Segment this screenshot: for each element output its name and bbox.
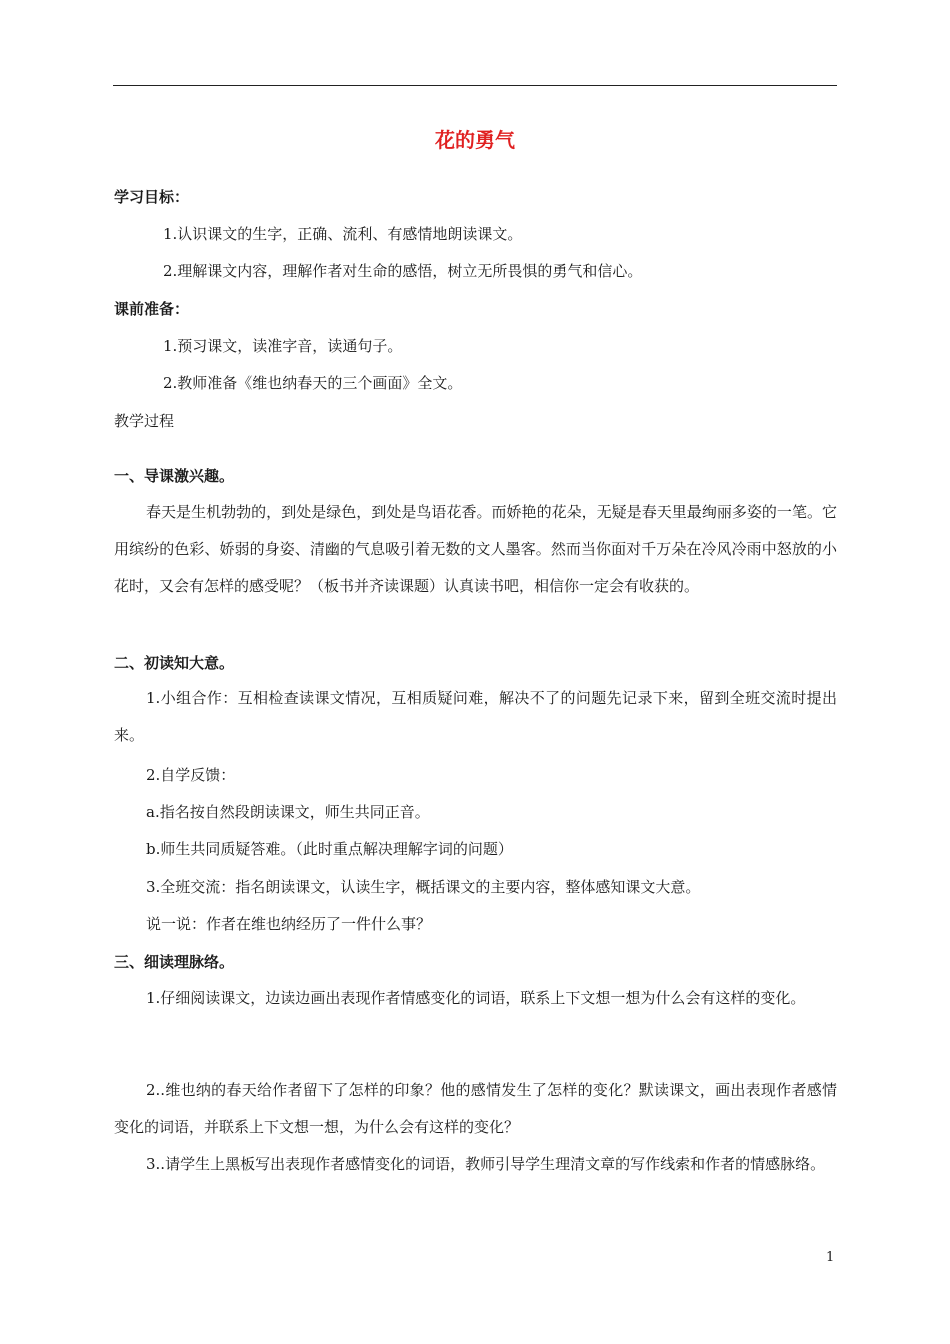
page-number: 1 xyxy=(826,1250,835,1265)
section3-item2: 2..维也纳的春天给作者留下了怎样的印象？他的感情发生了怎样的变化？默读课文，画出表现作者感情变化的词语，并联系上下文想一想，为什么会有这样的变化？ xyxy=(114,1081,837,1136)
process-heading: 教学过程 xyxy=(114,412,175,430)
preparation-heading: 课前准备： xyxy=(114,300,190,318)
section2-item2: 2.自学反馈： xyxy=(146,766,236,784)
preparation-item: 1.预习课文，读准字音，读通句子。 xyxy=(163,337,403,355)
section1-paragraph: 春天是生机勃勃的，到处是绿色，到处是鸟语花香。而娇艳的花朵，无疑是春天里最绚丽多姿的一笔。它用缤纷的色彩、娇弱的身姿、清幽的气息吸引着无数的文人墨客。然而当你面对千万朵在冷风冷雨中怒放的小花时，又会有怎样的感受呢？（板书并齐读课题）认真读书吧，相信你一定会有收获的。 xyxy=(114,503,837,595)
section2-heading: 二、初读知大意。 xyxy=(114,654,235,672)
objectives-heading: 学习目标： xyxy=(114,188,190,206)
section2-talk: 说一说：作者在维也纳经历了一件什么事？ xyxy=(146,915,432,933)
objective-item: 2.理解课文内容，理解作者对生命的感悟，树立无所畏惧的勇气和信心。 xyxy=(163,262,643,280)
objective-item: 1.认识课文的生字，正确、流利、有感情地朗读课文。 xyxy=(163,225,523,243)
header-rule xyxy=(113,85,837,86)
section2-item2b: b.师生共同质疑答难。（此时重点解决理解字词的问题） xyxy=(146,840,513,858)
section3-item1: 1.仔细阅读课文，边读边画出表现作者情感变化的词语，联系上下文想一想为什么会有这样的变化。 xyxy=(146,989,806,1007)
section2-item2a: a.指名按自然段朗读课文，师生共同正音。 xyxy=(146,803,430,821)
section3-item3: 3..请学生上黑板写出表现作者感情变化的词语，教师引导学生理清文章的写作线索和作者的情感脉络。 xyxy=(146,1155,826,1173)
section1-heading: 一、导课激兴趣。 xyxy=(114,467,235,485)
page-title: 花的勇气 xyxy=(435,128,515,152)
section2-item3: 3.全班交流：指名朗读课文，认读生字，概括课文的主要内容，整体感知课文大意。 xyxy=(146,878,701,896)
section3-heading: 三、细读理脉络。 xyxy=(114,953,235,971)
section2-item1: 1.小组合作：互相检查读课文情况，互相质疑问难，解决不了的问题先记录下来，留到全班交流时提出来。 xyxy=(114,689,837,744)
preparation-item: 2.教师准备《维也纳春天的三个画面》全文。 xyxy=(163,374,463,392)
